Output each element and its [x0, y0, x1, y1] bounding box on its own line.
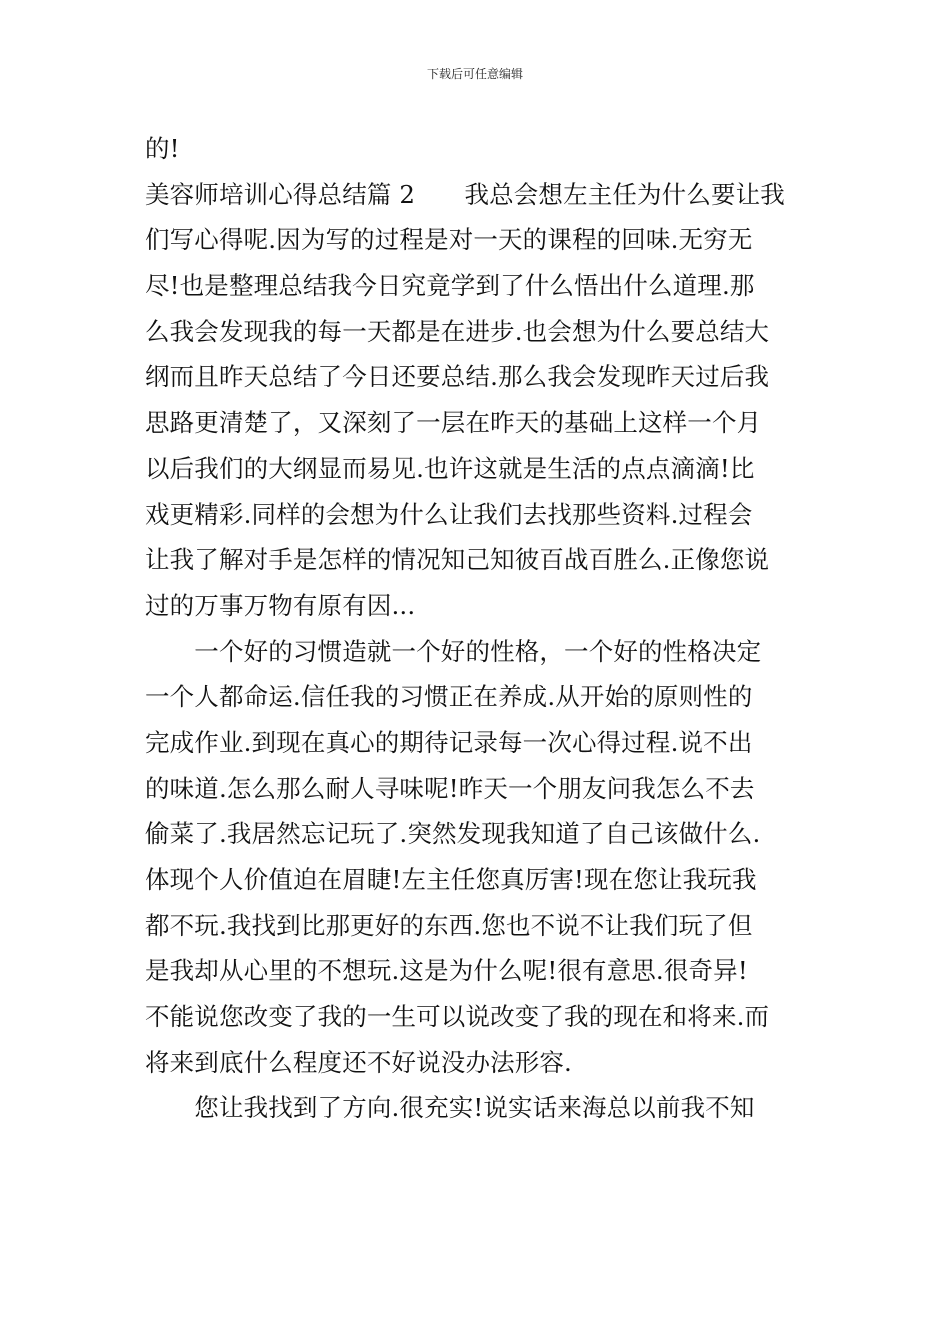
body-line: 一个好的习惯造就一个好的性格，一个好的性格决定 — [145, 636, 762, 666]
body-line: 们写心得呢.因为写的过程是对一天的课程的回味.无穷无 — [145, 225, 753, 255]
body-line: 以后我们的大纲显而易见.也许这就是生活的点点滴滴!比 — [145, 453, 755, 483]
body-line: 的味道.怎么那么耐人寻味呢!昨天一个朋友问我怎么不去 — [145, 773, 755, 803]
body-line: 纲而且昨天总结了今日还要总结.那么我会发现昨天过后我 — [145, 362, 770, 392]
body-line: 过的万事万物有原有因... — [145, 590, 416, 620]
body-line: 尽!也是整理总结我今日究竟学到了什么悟出什么道理.那 — [145, 271, 755, 301]
body-line: 一个人都命运.信任我的习惯正在养成.从开始的原则性的 — [145, 682, 753, 712]
document-body — [145, 126, 809, 1131]
body-line: 戏更精彩.同样的会想为什么让我们去找那些资料.过程会 — [145, 499, 753, 529]
body-line: 的! — [145, 134, 180, 163]
body-line: 美容师培训心得总结篇 2 我总会想左主任为什么要让我 — [145, 179, 785, 209]
body-line: 都不玩.我找到比那更好的东西.您也不说不让我们玩了但 — [145, 910, 753, 940]
body-line: 完成作业.到现在真心的期待记录每一次心得过程.说不出 — [145, 727, 753, 757]
body-line: 是我却从心里的不想玩.这是为什么呢!很有意思.很奇异! — [145, 956, 748, 986]
body-line: 不能说您改变了我的一生可以说改变了我的现在和将来.而 — [145, 1002, 770, 1032]
body-line: 思路更清楚了，又深刻了一层在昨天的基础上这样一个月 — [145, 408, 762, 438]
body-line: 将来到底什么程度还不好说没办法形容. — [145, 1047, 572, 1077]
body-line: 您让我找到了方向.很充实!说实话来海总以前我不知 — [145, 1093, 755, 1123]
body-line: 么我会发现我的每一天都是在进步.也会想为什么要总结大 — [145, 316, 770, 346]
page-header-note: 下载后可任意编辑 — [426, 67, 523, 81]
body-line: 让我了解对手是怎样的情况知己知彼百战百胜么.正像您说 — [145, 545, 770, 575]
body-line: 体现个人价值迫在眉睫!左主任您真厉害!现在您让我玩我 — [145, 865, 757, 894]
body-line: 偷菜了.我居然忘记玩了.突然发现我知道了自己该做什么. — [145, 819, 761, 849]
